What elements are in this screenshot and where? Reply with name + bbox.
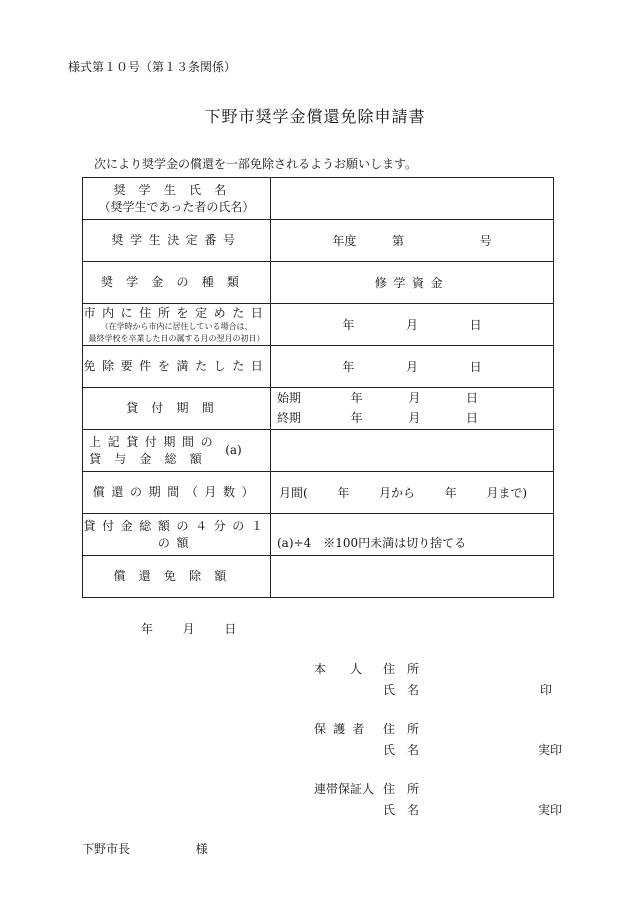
label-decision-number: 奨学生決定番号 <box>83 220 271 262</box>
guarantor-address-label: 住 所 <box>383 782 420 796</box>
loan-start-label: 始期 <box>277 391 302 406</box>
address-date-day: 日 <box>469 318 482 332</box>
decision-go: 号 <box>479 234 492 248</box>
guarantor-name-label: 氏 名 <box>383 803 420 817</box>
label-loan-total-line2: 貸与金総額 <box>89 451 216 466</box>
label-address-date <box>83 304 271 346</box>
application-date-day: 日 <box>224 622 237 636</box>
addressee-honorific: 様 <box>195 842 208 856</box>
loan-end-year: 年 <box>350 410 363 425</box>
label-student-name-sub: （奨学生であった者の氏名） <box>98 199 255 214</box>
met-date-field[interactable] <box>271 346 554 388</box>
row-met-date <box>83 346 554 388</box>
row-loan-period <box>83 388 554 430</box>
exempt-amount-field[interactable] <box>271 556 554 598</box>
repay-from-month: 月から <box>379 486 416 500</box>
guardian-role: 保護者 <box>314 722 372 736</box>
decision-year-unit: 年度 <box>332 234 357 248</box>
form-number: 様式第１０号（第１３条関係） <box>68 60 237 74</box>
quarter-amount-field[interactable]: (a)÷4 ※100円未満は切り捨てる <box>271 514 554 556</box>
address-date-month: 月 <box>405 318 418 332</box>
label-exempt-amount: 償還免除額 <box>83 556 271 598</box>
guarantor-role: 連帯保証人 <box>314 782 375 796</box>
guardian-name-label: 氏 名 <box>383 743 420 757</box>
application-form-table <box>82 177 554 598</box>
address-date-year: 年 <box>342 318 355 332</box>
label-address-date-main: 市内に住所を定めた日 <box>83 305 270 320</box>
loan-total-field[interactable] <box>271 430 554 472</box>
repay-to-year: 年 <box>444 486 457 500</box>
row-quarter-amount <box>83 514 554 556</box>
repay-period-field[interactable] <box>271 472 554 514</box>
guarantor-seal: 実印 <box>538 803 563 817</box>
loan-start-month: 月 <box>408 391 421 406</box>
decision-number-field[interactable] <box>271 220 554 262</box>
intro-text: 次により奨学金の償還を一部免除されるようお願いします。 <box>94 157 418 171</box>
row-address-date <box>83 304 554 346</box>
loan-period-field[interactable] <box>271 388 554 430</box>
row-repay-period <box>83 472 554 514</box>
application-date-year: 年 <box>141 622 154 636</box>
met-date-year: 年 <box>342 360 355 374</box>
addressee-name: 下野市長 <box>82 842 131 856</box>
row-student-name <box>83 178 554 220</box>
loan-period-start <box>277 389 553 408</box>
row-decision-number <box>83 220 554 262</box>
student-name-field[interactable] <box>271 178 554 220</box>
label-loan-total <box>83 430 271 472</box>
decision-dai: 第 <box>391 234 404 248</box>
met-date-day: 日 <box>469 360 482 374</box>
repay-from-year: 年 <box>337 486 350 500</box>
label-address-date-note2: 最終学校を卒業した日の属する月の翌月の初日） <box>88 333 265 343</box>
principal-name-label: 氏 名 <box>383 683 420 697</box>
loan-start-year: 年 <box>350 391 363 406</box>
page-title: 下野市奨学金償還免除申請書 <box>204 107 426 126</box>
guardian-address-label: 住 所 <box>383 722 420 736</box>
label-loan-total-tag: (a) <box>225 443 242 458</box>
label-student-name <box>83 178 271 220</box>
application-date <box>141 620 236 637</box>
label-met-date: 免除要件を満たした日 <box>83 346 271 388</box>
label-scholarship-type: 奨学金の種類 <box>83 262 271 304</box>
repay-months: 月間( <box>279 486 308 500</box>
loan-end-month: 月 <box>408 410 421 425</box>
principal-seal: 印 <box>540 683 553 697</box>
row-exempt-amount <box>83 556 554 598</box>
label-loan-period: 貸付期間 <box>83 388 271 430</box>
principal-address-label: 住 所 <box>383 662 420 676</box>
loan-period-end <box>277 409 553 428</box>
label-loan-total-line1: 上記貸付期間の <box>89 435 220 450</box>
address-date-field[interactable] <box>271 304 554 346</box>
principal-role: 本 人 <box>314 662 363 676</box>
guardian-seal: 実印 <box>538 743 563 757</box>
label-student-name-main: 奨学生氏名 <box>113 183 240 198</box>
addressee <box>82 840 208 857</box>
label-quarter-amount: 貸付金総額の４分の１の額 <box>83 514 271 556</box>
label-repay-period: 償還の期間（月数） <box>83 472 271 514</box>
met-date-month: 月 <box>405 360 418 374</box>
loan-end-day: 日 <box>466 410 479 425</box>
repay-to-month: 月まで) <box>486 486 528 500</box>
row-scholarship-type <box>83 262 554 304</box>
label-address-date-note1: （在学時から市内に居住している場合は、 <box>100 322 253 331</box>
application-date-month: 月 <box>182 622 195 636</box>
row-loan-total <box>83 430 554 472</box>
loan-end-label: 終期 <box>277 410 302 425</box>
scholarship-type-value: 修学資金 <box>271 262 554 304</box>
loan-start-day: 日 <box>466 391 479 406</box>
